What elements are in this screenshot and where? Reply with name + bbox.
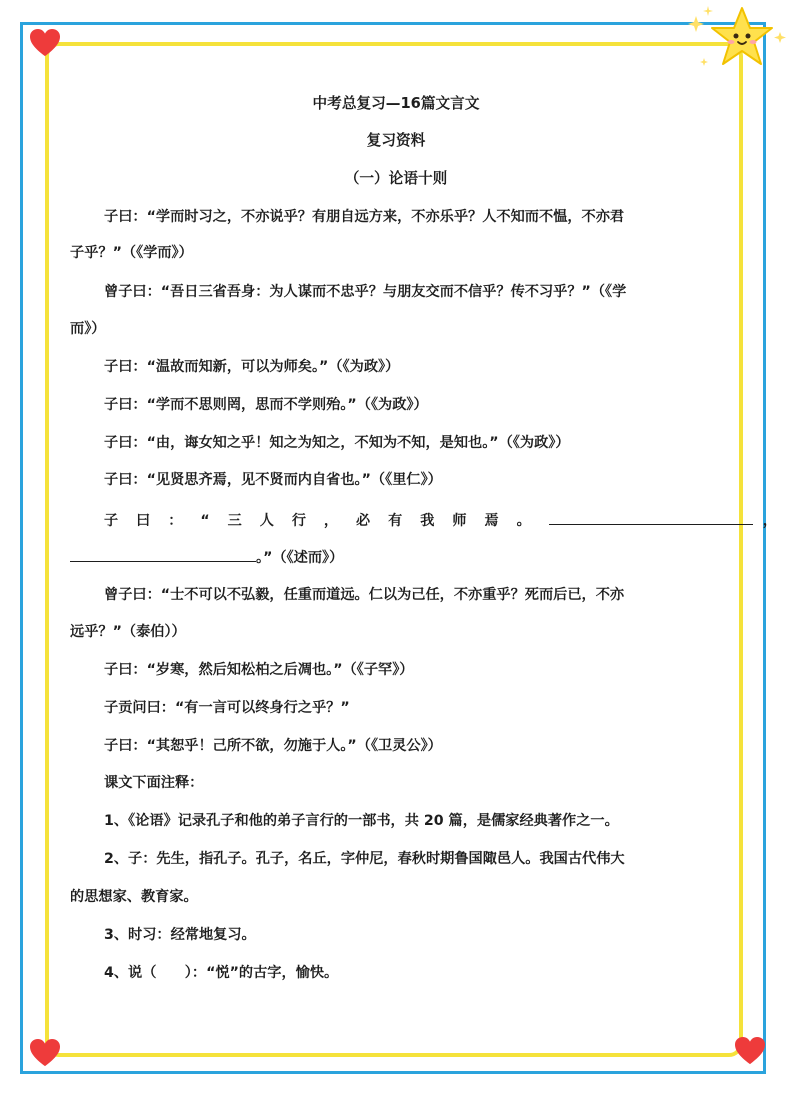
paragraph-line: 子曰：“其恕乎！己所不欲，勿施于人。”（《卫灵公》）: [104, 738, 442, 754]
paragraph-line: 曾子曰：“士不可以不弘毅，任重而道远。仁以为己任，不亦重乎？死而后已，不亦: [104, 587, 625, 603]
document-subtitle: 复习资料: [366, 132, 426, 149]
paragraph-line: 子贡问曰：“有一言可以终身行之乎？”: [104, 700, 350, 716]
paragraph-line: 子曰：“学而时习之，不亦说乎？有朋自远方来，不亦乐乎？人不知而不愠，不亦君: [104, 209, 625, 225]
note-item: 4、说（ ）：“悦”的古字，愉快。: [104, 965, 339, 981]
note-item: 的思想家、教育家。: [70, 889, 198, 905]
paragraph-text: ，: [762, 513, 777, 529]
fill-in-blank-line: [0, 508, 792, 532]
answer-blank[interactable]: [549, 508, 753, 525]
paragraph-line: 子曰：“学而不思则罔，思而不学则殆。”（《为政》）: [104, 397, 428, 413]
paragraph-line: 远乎？”（泰伯））: [70, 624, 186, 640]
paragraph-line: 曾子曰：“吾日三省吾身：为人谋而不忠乎？与朋友交而不信乎？传不习乎？”（《学: [104, 284, 627, 300]
paragraph-line: 子曰：“见贤思齐焉，见不贤而内自省也。”（《里仁》）: [104, 472, 442, 488]
section-heading: （一）论语十则: [344, 170, 448, 187]
answer-blank[interactable]: [70, 545, 256, 562]
fill-in-blank-line: [0, 545, 792, 569]
paragraph-line: 子曰：“温故而知新，可以为师矣。”（《为政》）: [104, 359, 400, 375]
notes-heading: 课文下面注释：: [104, 775, 204, 791]
paragraph-text: 子曰：“三人行，必有我师焉。: [104, 513, 549, 529]
document-title: 中考总复习—16篇文言文: [312, 95, 480, 112]
note-item: 2、子：先生，指孔子。孔子，名丘，字仲尼，春秋时期鲁国陬邑人。我国古代伟大: [104, 851, 625, 867]
note-item: 1、《论语》记录孔子和他的弟子言行的一部书，共 20 篇，是儒家经典著作之一。: [104, 813, 619, 829]
paragraph-line: 子曰：“岁寒，然后知松柏之后凋也。”（《子罕》）: [104, 662, 414, 678]
paragraph-text: 。”（《述而》）: [256, 550, 344, 566]
paragraph-line: 子乎？”（《学而》）: [70, 245, 193, 261]
paragraph-line: 子曰：“由，诲女知之乎！知之为知之，不知为不知，是知也。”（《为政》）: [104, 435, 570, 451]
paragraph-line: 而》）: [70, 321, 106, 337]
note-item: 3、时习：经常地复习。: [104, 927, 256, 943]
